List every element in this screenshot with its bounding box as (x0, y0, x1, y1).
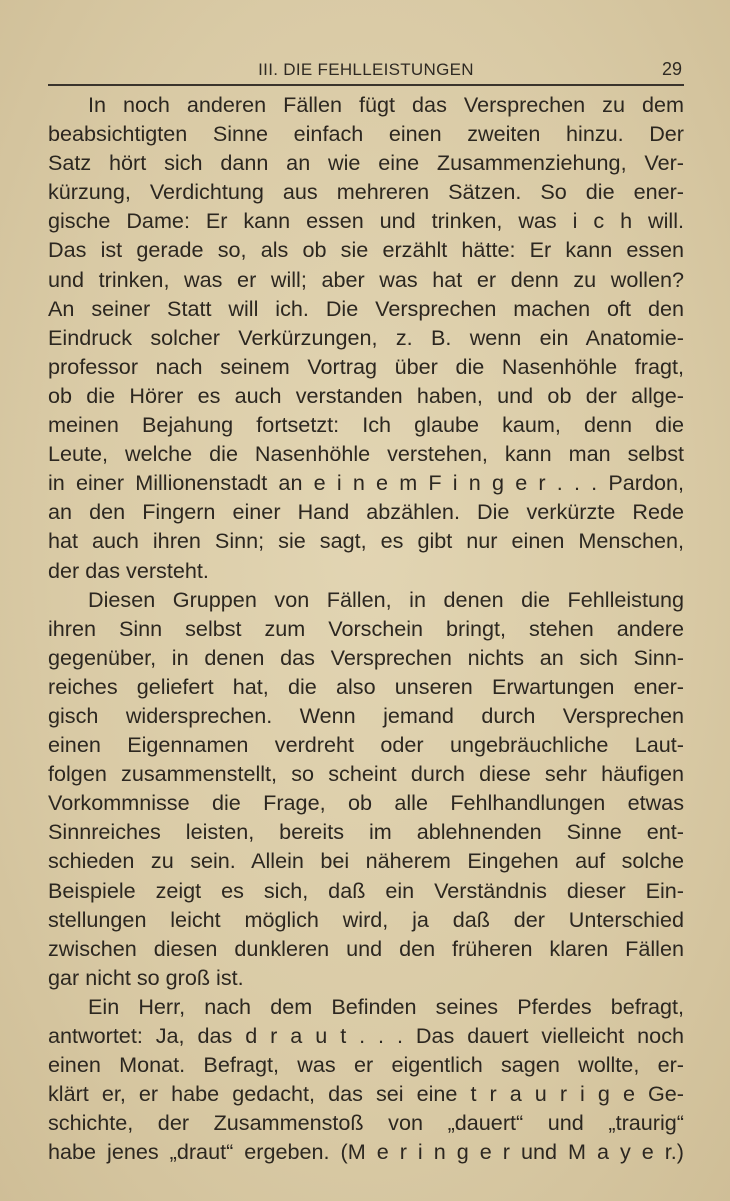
text-line: Eindruck solcher Verkürzungen, z. B. wenn ein Anatomie- (48, 324, 684, 350)
paragraph-3 (48, 992, 684, 1167)
paragraph-1 (48, 90, 684, 585)
text-line: beabsichtigten Sinne einfach einen zweiten hinzu. Der (48, 121, 684, 147)
text-line: hat auch ihren Sinn; sie sagt, es gibt nur einen Menschen, (48, 528, 684, 554)
text-line: antwortet: Ja, das d r a u t . . . Das dauert vielleicht noch (48, 1023, 684, 1048)
text-line: ob die Hörer es auch verstanden haben, und ob der allge- (48, 382, 684, 408)
text-line: folgen zusammenstellt, so scheint durch diese sehr häufigen (48, 761, 684, 787)
text-line: zwischen diesen dunkleren und den früheren klaren Fällen (48, 935, 684, 961)
text-line: der das versteht. (48, 557, 209, 583)
text-line: einen Monat. Befragt, was er eigentlich sagen wollte, er- (48, 1052, 684, 1078)
text-line: einen Eigennamen verdreht oder ungebräuchliche Laut- (48, 732, 684, 758)
text-line: Diesen Gruppen von Fällen, in denen die Fehlleistung (88, 586, 684, 612)
running-title: III. DIE FEHLLEISTUNGEN (258, 60, 474, 79)
text-line: stellungen leicht möglich wird, ja daß der Unterschied (48, 906, 684, 932)
paragraph-2 (48, 585, 684, 992)
text-line: Satz hört sich dann an wie eine Zusammenziehung, Ver- (48, 150, 684, 176)
text-line: und trinken, was er will; aber was hat er denn zu wollen? (48, 266, 684, 292)
text-line: An seiner Statt will ich. Die Versprechen machen oft den (48, 295, 684, 321)
page-number: 29 (661, 59, 682, 79)
text-line: schieden zu sein. Allein bei näherem Eingehen auf solche (48, 848, 684, 874)
text-line: in einer Millionenstadt an e i n e m F i n g e r . . . Pardon, (48, 470, 684, 496)
text-line: gar nicht so groß ist. (48, 964, 244, 990)
text-line: Sinnreiches leisten, bereits im ablehnenden Sinne ent- (48, 819, 684, 845)
text-line: an den Fingern einer Hand abzählen. Die verkürzte Rede (48, 499, 684, 525)
text-line: Leute, welche die Nasenhöhle verstehen, kann man selbst (48, 441, 684, 467)
text-line: ihren Sinn selbst zum Vorschein bringt, stehen andere (48, 615, 684, 641)
text-line: meinen Bejahung fortsetzt: Ich glaube kaum, denn die (48, 412, 684, 438)
text-line: Ein Herr, nach dem Befinden seines Pferdes befragt, (88, 993, 684, 1019)
text-line: gische Dame: Er kann essen und trinken, was i c h will. (48, 208, 684, 234)
text-line: kürzung, Verdichtung aus mehreren Sätzen. So die ener- (48, 179, 684, 205)
text-line: Vorkommnisse die Frage, ob alle Fehlhandlungen etwas (48, 790, 684, 816)
text-line: gegenüber, in denen das Versprechen nichts an sich Sinn- (48, 644, 684, 670)
text-line: Das ist gerade so, als ob sie erzählt hätte: Er kann essen (48, 237, 684, 263)
page-header (48, 58, 684, 86)
text-line: klärt er, er habe gedacht, das sei eine t r a u r i g e Ge- (48, 1081, 684, 1107)
text-line: Beispiele zeigt es sich, daß ein Verständnis dieser Ein- (48, 877, 684, 903)
body-text (48, 90, 684, 1166)
text-line: professor nach seinem Vortrag über die Nasenhöhle fragt, (48, 353, 684, 379)
text-line: In noch anderen Fällen fügt das Versprechen zu dem (88, 92, 684, 117)
text-line: schichte, der Zusammenstoß von „dauert“ und „traurig“ (48, 1110, 684, 1136)
text-line: habe jenes „draut“ ergeben. (M e r i n g e r und M a y e r.) (48, 1139, 684, 1165)
text-line: gisch widersprechen. Wenn jemand durch Versprechen (48, 702, 684, 728)
text-line: reiches geliefert hat, die also unseren Erwartungen ener- (48, 673, 684, 699)
